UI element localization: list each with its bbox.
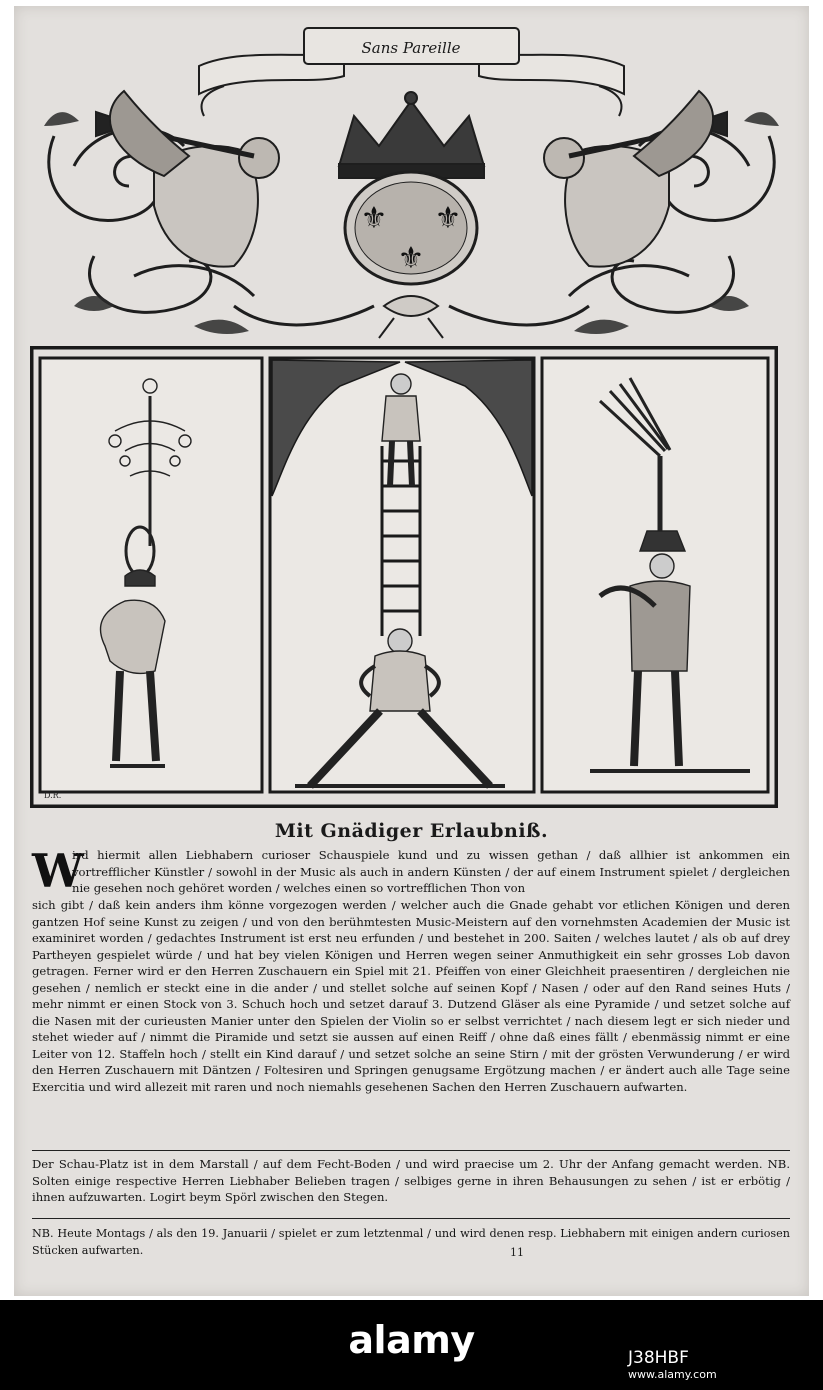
- left-angel: [96, 91, 279, 267]
- section-divider-1: [32, 1150, 790, 1151]
- crown: [339, 92, 484, 178]
- royal-arms-banner: [14, 6, 809, 346]
- image-id: J38HBF: [628, 1348, 689, 1368]
- bow-knot: [379, 296, 443, 338]
- alamy-logo: alamy: [348, 1318, 475, 1362]
- announcement-first-lines: ird hiermit allen Liebhabern curioser Schauspiele kund und zu wissen gethan / daß allhier ist ankommen ein vortrefflicher Künstler / sowohl in der Music als auch in andern Künsten / der auf einem Instrument spielet / dergleichen nie gesehen noch gehöret worden / welches einen so vortrefflichen Thon von: [72, 848, 790, 896]
- monogram: D.R.: [44, 791, 62, 800]
- announcement-body: sich gibt / daß kein anders ihm könne vorgezogen werden / welcher auch die Gnade gehabt vor etlichen Königen und deren gantzen Hof seine Kunst zu zeigen / und von den berühmtesten Music-Meistern auf den vornehmsten Academien der Music ist examiniret worden / gedachtes Instrument ist erst neu erfunden / und bestehet in 200. Saiten / welches lautet / als ob auf drey Partheyen gespielet würde / und hat bey vielen Königen und Herren wegen seiner Anmuthigkeit ein sehr grosses Lob davon getragen. Ferner wird er den Herren Zuschauern ein Spiel mit 21. Pfeiffen von einer Gleichheit praesentiren / dergleichen nie gesehen / nemlich er steckt eine in die ander / und stellet solche auf seinen Kopf / Nasen / oder auf den Rand seines Huts / mehr nimmt er einen Stock von 3. Schuch hoch und setzet darauf 3. Dutzend Gläser als eine Pyramide / und setzet solche auf die Nasen mit der curieusten Manier unter den Spielen der Violin so er selbst verrichtet / nach diesem legt er sich nieder und stehet wieder auf / nimmt die Piramide und setzt sie aussen auf einen Reiff / ohne daß eines fällt / ebenmässig nimmt er eine Leiter von 12. Staffeln hoch / stellt ein Kind darauf / und setzet solche an seine Stirn / mit der grösten Verwunderung / er wird den Herren Zuschauern mit Däntzen / Foltesiren und Springen genugsame Ergötzung machen / er ändert auch alle Tage seine Exercitia und wird allezeit mit raren und noch niemahls gesehenen Sachen den Herren Zuschauern aufwarten.: [32, 898, 790, 1095]
- right-angel: [544, 91, 727, 267]
- motto-text: Sans Pareille: [361, 39, 461, 57]
- performer-panels: [30, 346, 778, 808]
- svg-text:⚜: ⚜: [397, 241, 425, 276]
- watermark-url: www.alamy.com: [628, 1368, 717, 1381]
- final-performance-notice: NB. Heute Montags / als den 19. Januarii / spielet er zum letztenmal / und wird denen resp. Liebhabern mit einigen andern curiosen Stücken aufwarten.: [32, 1227, 790, 1257]
- document-title: Mit Gnädiger Erlaubniß.: [274, 820, 549, 842]
- drop-cap: W: [32, 844, 84, 898]
- page-mark: 11: [510, 1246, 524, 1259]
- venue-notice: Der Schau-Platz ist in dem Marstall / auf dem Fecht-Boden / und wird praecise um 2. Uhr der Anfang gemacht werden. NB. Solten einige respective Herren Liebhaber Belieben tragen / selbiges gerne in ihren Behausungen zu sehen / ist er erbötig / ihnen aufzuwarten. Logirt beym Spörl zwischen den Stegen.: [32, 1157, 790, 1205]
- section-divider-2: [32, 1218, 790, 1219]
- svg-text:⚜: ⚜: [360, 201, 388, 236]
- svg-text:⚜: ⚜: [434, 201, 462, 236]
